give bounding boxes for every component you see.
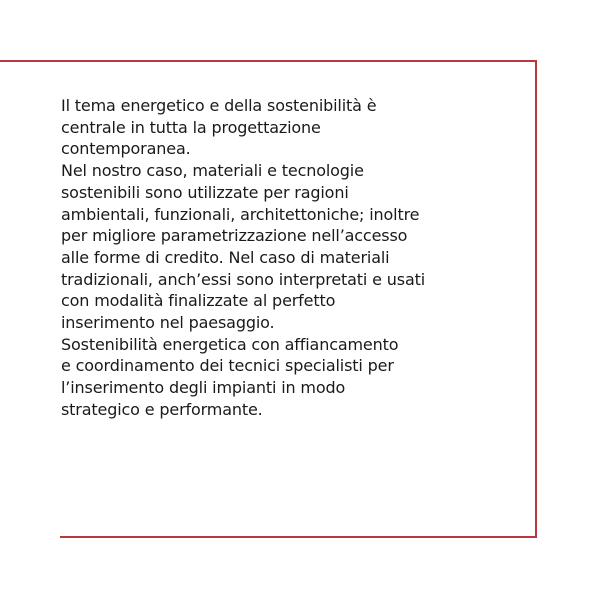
text-line: Il tema energetico e della sostenibilità è bbox=[61, 96, 377, 115]
frame-bottom-mask bbox=[0, 535, 60, 541]
text-line: e coordinamento dei tecnici specialisti per bbox=[61, 356, 394, 376]
text-line: tradizionali, anch’essi sono interpretati e usati bbox=[61, 269, 426, 289]
text-line: con modalità finalizzate al perfetto bbox=[61, 291, 336, 311]
text-line: centrale in tutta la progettazione bbox=[61, 117, 321, 137]
text-line: l’inserimento degli impianti in modo bbox=[61, 378, 346, 398]
text-line: ambientali, funzionali, architettoniche; inoltre bbox=[61, 204, 420, 224]
text-line: per migliore parametrizzazione nell’accesso bbox=[61, 226, 408, 246]
text-line: contemporanea. bbox=[61, 139, 191, 159]
body-text bbox=[61, 95, 531, 421]
text-line: alle forme di credito. Nel caso di materiali bbox=[61, 247, 390, 267]
text-line: inserimento nel paesaggio. bbox=[61, 313, 275, 333]
text-line: Nel nostro caso, materiali e tecnologie bbox=[61, 161, 364, 181]
text-line: strategico e performante. bbox=[61, 399, 263, 419]
text-line: sostenibili sono utilizzate per ragioni bbox=[61, 182, 349, 202]
text-line: Sostenibilità energetica con affiancamento bbox=[61, 334, 399, 354]
